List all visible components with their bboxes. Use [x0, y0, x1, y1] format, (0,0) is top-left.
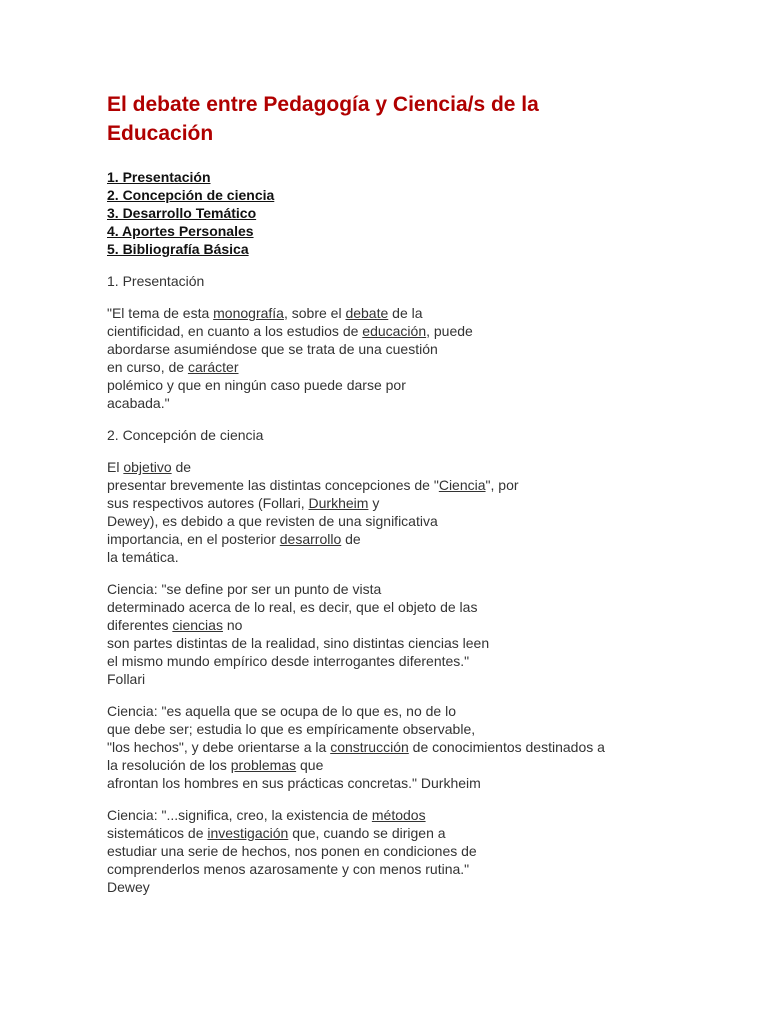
text-segment: "El tema de esta [107, 305, 214, 321]
text-segment: estudiar una serie de hechos, nos ponen en condiciones de [107, 843, 477, 859]
text-line [107, 358, 747, 376]
document-body [107, 272, 747, 896]
text-segment: Ciencia: "es aquella que se ocupa de lo que es, no de lo [107, 703, 456, 719]
inline-link-debate[interactable]: debate [345, 305, 389, 321]
toc-item [107, 222, 747, 240]
text-line [107, 652, 747, 670]
text-segment: acabada." [107, 395, 170, 411]
text-segment: no [222, 617, 243, 633]
inline-link-caracter[interactable]: carácter [187, 359, 239, 375]
text-line [107, 458, 747, 476]
text-segment: presentar brevemente las distintas concepciones de " [107, 477, 439, 493]
text-line [107, 670, 747, 688]
text-segment: El [107, 459, 124, 475]
text-segment: ", por [485, 477, 519, 493]
text-segment: en curso, de [107, 359, 188, 375]
text-segment: y [368, 495, 380, 511]
inline-link-construccion[interactable]: construcción [330, 739, 409, 755]
toc-link-5-bibliografia-basica[interactable]: 5. Bibliografía Básica [107, 241, 249, 257]
paragraph [107, 304, 747, 412]
text-segment: determinado acerca de lo real, es decir, que el objeto de las [107, 599, 478, 615]
text-line [107, 476, 747, 494]
paragraph [107, 458, 747, 566]
text-segment: que, cuando se dirigen a [288, 825, 446, 841]
text-segment: , puede [426, 323, 473, 339]
text-segment: sistemáticos de [107, 825, 208, 841]
toc-item [107, 240, 747, 258]
text-line [107, 842, 747, 860]
text-segment: la resolución de los [107, 757, 231, 773]
paragraph [107, 806, 747, 896]
page-title: El debate entre Pedagogía y Ciencia/s de la Educación [107, 93, 539, 145]
text-line [107, 860, 747, 878]
table-of-contents [107, 168, 747, 258]
toc-link-2-concepcion-de-ciencia[interactable]: 2. Concepción de ciencia [107, 187, 275, 203]
text-line [107, 512, 747, 530]
toc-item [107, 204, 747, 222]
inline-link-monografia[interactable]: monografía [213, 305, 284, 321]
text-segment: Ciencia: "se define por ser un punto de vista [107, 581, 382, 597]
text-segment: de conocimientos destinados a [408, 739, 605, 755]
inline-link-problemas[interactable]: problemas [230, 757, 297, 773]
inline-link-metodos[interactable]: métodos [371, 807, 426, 823]
toc-link-4-aportes-personales[interactable]: 4. Aportes Personales [107, 223, 254, 239]
text-line [107, 720, 747, 738]
text-segment: "los hechos", y debe orientarse a la [107, 739, 331, 755]
text-segment: comprenderlos menos azarosamente y con menos rutina." [107, 861, 470, 877]
text-segment: , sobre el [283, 305, 346, 321]
text-line [107, 616, 747, 634]
text-line [107, 598, 747, 616]
text-segment: Dewey), es debido a que revisten de una significativa [107, 513, 438, 529]
text-line [107, 580, 747, 598]
text-line [107, 738, 747, 756]
text-segment: la temática. [107, 549, 179, 565]
text-segment: sus respectivos autores (Follari, [107, 495, 309, 511]
text-line [107, 548, 747, 566]
text-segment: el mismo mundo empírico desde interrogantes diferentes." [107, 653, 470, 669]
text-segment: Ciencia: "...significa, creo, la existencia de [107, 807, 372, 823]
inline-link-desarrollo[interactable]: desarrollo [279, 531, 342, 547]
text-line [107, 878, 747, 896]
toc-item [107, 168, 747, 186]
section-heading: 1. Presentación [107, 273, 205, 289]
paragraph [107, 702, 747, 792]
text-line [107, 376, 747, 394]
text-line [107, 702, 747, 720]
inline-link-investigacion[interactable]: investigación [207, 825, 289, 841]
text-line [107, 304, 747, 322]
toc-link-1-presentacion[interactable]: 1. Presentación [107, 169, 211, 185]
text-line [107, 774, 747, 792]
text-line [107, 634, 747, 652]
toc-link-3-desarrollo-tematico[interactable]: 3. Desarrollo Temático [107, 205, 257, 221]
text-segment: polémico y que en ningún caso puede darse por [107, 377, 406, 393]
text-segment: Dewey [107, 879, 150, 895]
text-line [107, 806, 747, 824]
text-segment: de [171, 459, 192, 475]
text-line [107, 756, 747, 774]
inline-link-objetivo[interactable]: objetivo [123, 459, 172, 475]
inline-link-durkheim[interactable]: Durkheim [308, 495, 369, 511]
text-line [107, 494, 747, 512]
text-segment: que debe ser; estudia lo que es empíricamente observable, [107, 721, 476, 737]
text-segment: afrontan los hombres en sus prácticas concretas." Durkheim [107, 775, 481, 791]
section-heading: 2. Concepción de ciencia [107, 427, 264, 443]
text-segment: diferentes [107, 617, 173, 633]
text-segment: abordarse asumiéndose que se trata de una cuestión [107, 341, 438, 357]
text-line [107, 824, 747, 842]
text-segment: son partes distintas de la realidad, sino distintas ciencias leen [107, 635, 490, 651]
document [107, 90, 747, 910]
text-segment: de la [388, 305, 423, 321]
inline-link-educacion[interactable]: educación [362, 323, 427, 339]
toc-item [107, 186, 747, 204]
text-line [107, 530, 747, 548]
paragraph [107, 580, 747, 688]
text-line [107, 322, 747, 340]
text-segment: cientificidad, en cuanto a los estudios de [107, 323, 363, 339]
text-segment: importancia, en el posterior [107, 531, 280, 547]
text-line [107, 394, 747, 412]
text-segment: que [296, 757, 324, 773]
text-segment: Follari [107, 671, 146, 687]
text-line [107, 340, 747, 358]
text-segment: de [341, 531, 361, 547]
inline-link-ciencias[interactable]: ciencias [172, 617, 223, 633]
inline-link-ciencia[interactable]: Ciencia [438, 477, 486, 493]
